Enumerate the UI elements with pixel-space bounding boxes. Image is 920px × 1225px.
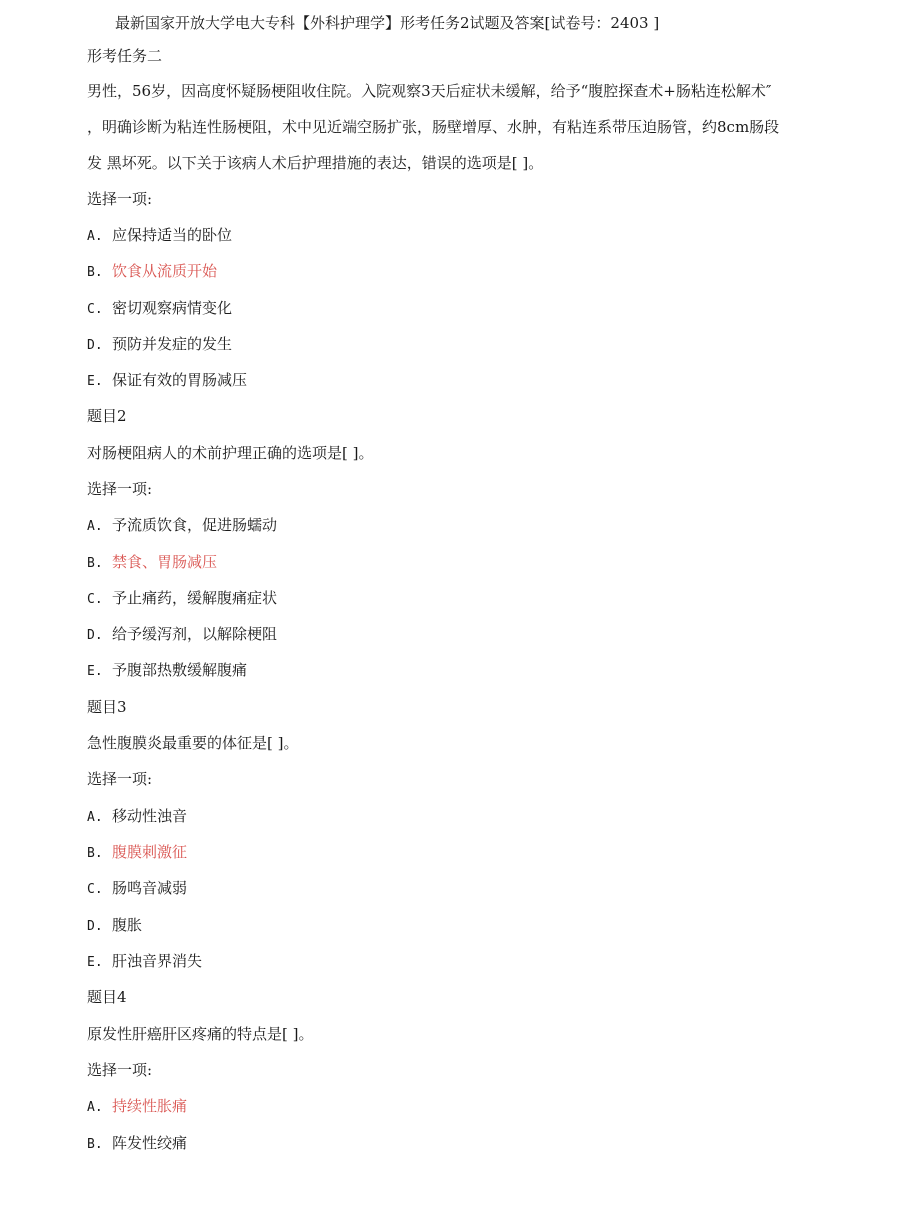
option-text: 应保持适当的卧位 [112,226,233,244]
q2-stem: 对肠梗阻病人的术前护理正确的选项是[ ]。 [87,444,374,462]
option-letter: C. [87,302,103,317]
option-letter: A. [87,1100,103,1115]
document-title: 最新国家开放大学电大专科【外科护理学】形考任务2试题及答案[试卷号：2403 ] [115,14,660,32]
q4-stem: 原发性肝癌肝区疼痛的特点是[ ]。 [87,1025,314,1043]
q3-option-d[interactable] [87,915,142,937]
option-letter: D. [87,919,103,934]
q2-option-c[interactable] [87,588,277,610]
option-letter: A. [87,519,103,534]
option-letter: A. [87,229,103,244]
q2-option-b-correct[interactable] [87,552,217,574]
option-text: 予腹部热敷缓解腹痛 [112,661,248,679]
option-text: 肝浊音界消失 [112,952,203,970]
q2-prompt: 选择一项: [87,480,153,498]
option-text: 阵发性绞痛 [112,1134,188,1152]
q2-option-e[interactable] [87,660,247,682]
option-text: 饮食从流质开始 [112,262,218,280]
option-letter: B. [87,846,103,861]
q1-option-d[interactable] [87,334,232,356]
q4-option-b[interactable] [87,1133,187,1155]
option-text: 预防并发症的发生 [112,335,233,353]
q4-heading: 题目4 [87,988,127,1006]
q2-heading: 题目2 [87,407,127,425]
option-letter: D. [87,628,103,643]
q1-option-e[interactable] [87,370,247,392]
option-text: 予流质饮食，促进肠蠕动 [112,516,278,534]
q1-option-c[interactable] [87,298,232,320]
q2-option-a[interactable] [87,515,277,537]
q3-stem: 急性腹膜炎最重要的体征是[ ]。 [87,734,299,752]
option-text: 腹膜刺激征 [112,843,188,861]
q1-stem-line-2: ，明确诊断为粘连性肠梗阻，术中见近端空肠扩张，肠壁增厚、水肿，有粘连系带压迫肠管，约8cm肠段 [87,118,780,136]
option-letter: E. [87,955,103,970]
option-letter: E. [87,664,103,679]
option-letter: E. [87,374,103,389]
option-text: 腹胀 [112,916,143,934]
q1-stem-line-3: 发 黑坏死。以下关于该病人术后护理措施的表达，错误的选项是[ ]。 [87,154,544,172]
q3-prompt: 选择一项: [87,770,153,788]
q4-option-a-correct[interactable] [87,1096,187,1118]
option-letter: B. [87,556,103,571]
q3-option-b-correct[interactable] [87,842,187,864]
option-text: 肠鸣音减弱 [112,879,188,897]
q1-option-a[interactable] [87,225,232,247]
q2-option-d[interactable] [87,624,277,646]
q1-stem-line-1: 男性，56岁，因高度怀疑肠梗阻收住院。入院观察3天后症状未缓解，给予“腹腔探查术+肠粘连松解术″ [87,82,772,100]
q1-prompt: 选择一项: [87,190,153,208]
option-letter: D. [87,338,103,353]
option-text: 保证有效的胃肠减压 [112,371,248,389]
option-letter: B. [87,265,103,280]
option-text: 禁食、胃肠减压 [112,553,218,571]
q4-prompt: 选择一项: [87,1061,153,1079]
option-letter: A. [87,810,103,825]
q3-option-e[interactable] [87,951,202,973]
q3-heading: 题目3 [87,698,127,716]
q3-option-a[interactable] [87,806,187,828]
q1-option-b-correct[interactable] [87,261,217,283]
option-letter: C. [87,882,103,897]
q3-option-c[interactable] [87,878,187,900]
option-letter: C. [87,592,103,607]
option-text: 移动性浊音 [112,807,188,825]
option-letter: B. [87,1137,103,1152]
option-text: 密切观察病情变化 [112,299,233,317]
option-text: 持续性胀痛 [112,1097,188,1115]
section-heading: 形考任务二 [87,47,163,65]
option-text: 给予缓泻剂，以解除梗阻 [112,625,278,643]
option-text: 予止痛药，缓解腹痛症状 [112,589,278,607]
